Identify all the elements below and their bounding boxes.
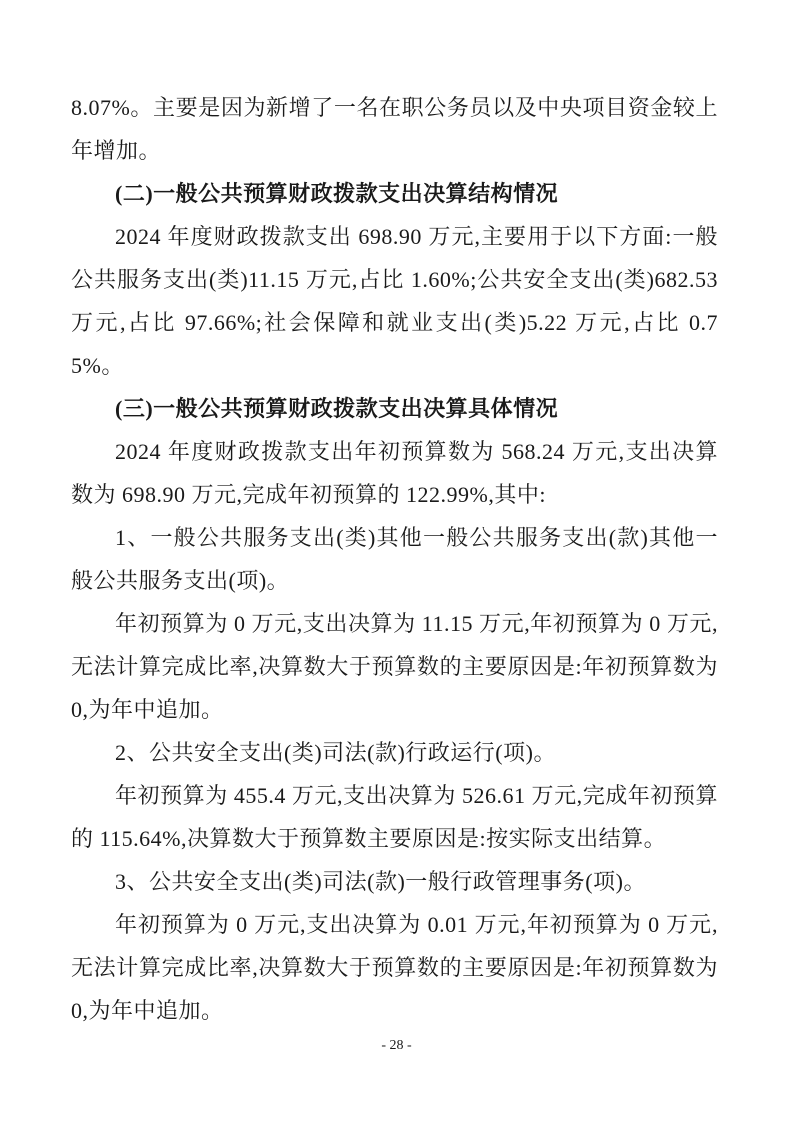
paragraph-item-3-title: 3、公共安全支出(类)司法(款)一般行政管理事务(项)。: [115, 869, 646, 894]
paragraph-continuation: 8.07%。主要是因为新增了一名在职公务员以及中央项目资金较上年增加。: [71, 95, 718, 163]
page-body-text: [71, 86, 718, 1032]
paragraph-item-2-title: 2、公共安全支出(类)司法(款)行政运行(项)。: [115, 740, 556, 765]
section-heading-3: (三)一般公共预算财政拨款支出决算具体情况: [115, 396, 559, 421]
paragraph-item-1-title: 1、一般公共服务支出(类)其他一般公共服务支出(款)其他一般公共服务支出(项)。: [71, 525, 718, 593]
paragraph-item-3-detail: 年初预算为 0 万元,支出决算为 0.01 万元,年初预算为 0 万元,无法计算完成比率,决算数大于预算数的主要原因是:年初预算数为 0,为年中追加。: [71, 912, 718, 1023]
paragraph-item-2-detail: 年初预算为 455.4 万元,支出决算为 526.61 万元,完成年初预算的 115.64%,决算数大于预算数主要原因是:按实际支出结算。: [71, 783, 718, 851]
paragraph-budget-overview: 2024 年度财政拨款支出年初预算数为 568.24 万元,支出决算数为 698.90 万元,完成年初预算的 122.99%,其中:: [71, 439, 718, 507]
page-number: - 28 -: [381, 1038, 412, 1053]
paragraph-expenditure-structure: 2024 年度财政拨款支出 698.90 万元,主要用于以下方面:一般公共服务支出(类)11.15 万元,占比 1.60%;公共安全支出(类)682.53 万元,占比 97.66%;社会保障和就业支出(类)5.22 万元,占比 0.75%。: [71, 224, 718, 378]
section-heading-2: (二)一般公共预算财政拨款支出决算结构情况: [115, 181, 559, 206]
paragraph-item-1-detail: 年初预算为 0 万元,支出决算为 11.15 万元,年初预算为 0 万元,无法计算完成比率,决算数大于预算数的主要原因是:年初预算数为 0,为年中追加。: [71, 611, 718, 722]
